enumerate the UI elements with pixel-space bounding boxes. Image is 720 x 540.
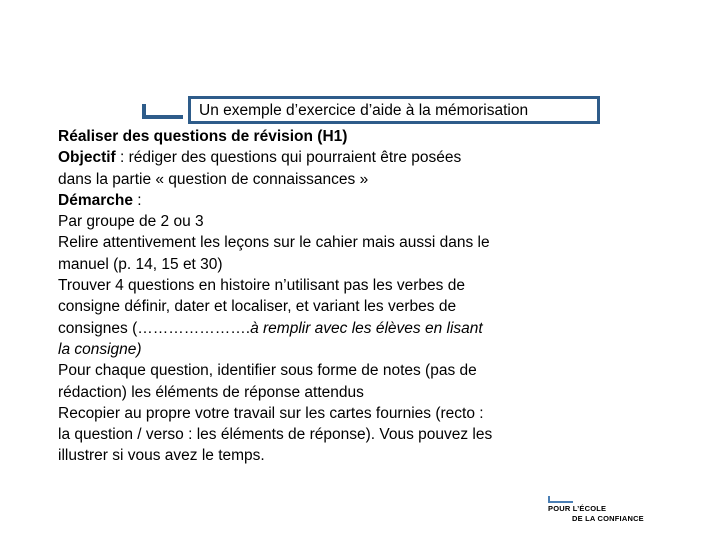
consignes-italic: à remplir avec les élèves en lisant xyxy=(250,319,483,337)
title-box xyxy=(188,96,600,124)
body-line: Pour chaque question, identifier sous forme de notes (pas de xyxy=(58,362,477,380)
objectif-label: Objectif xyxy=(58,149,116,167)
body-line: consigne définir, dater et localiser, et variant les verbes de xyxy=(58,298,457,316)
objectif-text-continued: dans la partie « question de connaissances » xyxy=(58,170,369,188)
logo-text-line2: DE LA CONFIANCE xyxy=(572,514,644,523)
objectif-text: : rédiger des questions qui pourraient être posées xyxy=(115,149,462,167)
demarche-colon: : xyxy=(132,191,142,209)
consignes-prefix: consignes (…………………. xyxy=(58,319,251,337)
ecole-confiance-logo xyxy=(548,496,658,526)
body-line: Trouver 4 questions en histoire n’utilisant pas les verbes de xyxy=(58,277,465,295)
logo-text-line1: POUR L’ÉCOLE xyxy=(548,504,607,513)
body-line: illustrer si vous avez le temps. xyxy=(58,447,265,465)
slide-body xyxy=(58,126,578,467)
demarche-label: Démarche xyxy=(58,191,133,209)
consignes-italic-continued: la consigne) xyxy=(58,340,142,358)
corner-bracket-decoration xyxy=(142,104,184,120)
exercise-heading: Réaliser des questions de révision (H1) xyxy=(58,128,348,145)
body-line: Par groupe de 2 ou 3 xyxy=(58,213,204,231)
body-line: manuel (p. 14, 15 et 30) xyxy=(58,255,223,273)
slide-title: Un exemple d’exercice d’aide à la mémorisation xyxy=(199,102,529,119)
body-line: la question / verso : les éléments de réponse). Vous pouvez les xyxy=(58,426,493,444)
body-line: Relire attentivement les leçons sur le cahier mais aussi dans le xyxy=(58,234,490,252)
objectif-line xyxy=(58,147,578,168)
body-line: rédaction) les éléments de réponse attendus xyxy=(58,383,364,401)
body-line: Recopier au propre votre travail sur les cartes fournies (recto : xyxy=(58,404,484,422)
logo-bracket-icon xyxy=(548,496,574,504)
demarche-line xyxy=(58,190,578,211)
consignes-line xyxy=(58,318,578,339)
